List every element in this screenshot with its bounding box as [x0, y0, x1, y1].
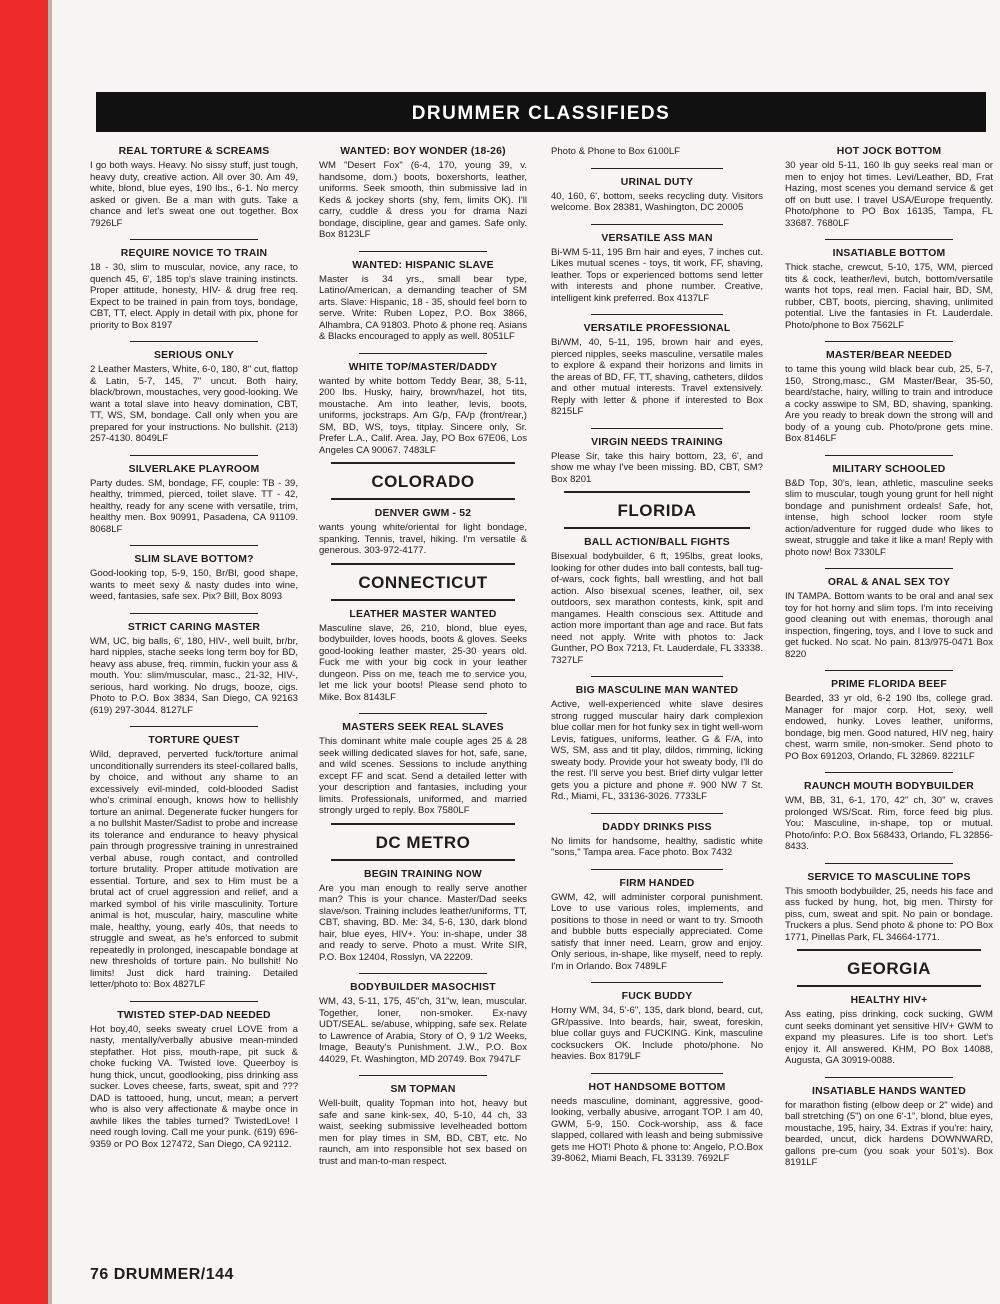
ad-title: SERIOUS ONLY — [154, 350, 234, 361]
classified-ad — [551, 991, 763, 1063]
region-heading: GEORGIA — [847, 959, 931, 978]
ad-separator — [825, 772, 954, 773]
ad-body: 40, 160, 6', bottom, seeks recycling duty. Visitors welcome. Box 28381, Washington, DC 20005 — [551, 190, 763, 213]
classified-ad — [551, 437, 763, 486]
classified-ad — [319, 260, 527, 343]
classified-ad — [319, 146, 527, 241]
classified-ad — [319, 362, 527, 457]
region-rule — [564, 491, 751, 493]
ad-title: SILVERLAKE PLAYROOM — [128, 463, 260, 475]
ad-body: Ass eating, piss drinking, cock sucking, GWM cunt seeks dominant yet sensitive HIV+ GWM to expand my pleasures. Life is too short. Let's enjoy it. All answered. KHM, PO Box 14088, Augusta, GA 30919-0088. — [785, 1009, 993, 1066]
ad-separator — [591, 428, 722, 429]
ad-separator — [825, 670, 954, 671]
region-rule — [331, 462, 514, 464]
ad-title: FUCK BUDDY — [621, 991, 693, 1002]
ad-title: STRICT CARING MASTER — [127, 621, 261, 633]
region-heading: COLORADO — [371, 472, 475, 491]
ad-title: SLIM SLAVE BOTTOM? — [134, 554, 254, 565]
ad-separator — [825, 341, 954, 342]
ad-body: Are you man enough to really serve another man? This is your chance. Master/Dad seeks slave/son. Training includes leather/uniforms, TT, CBT, shaving, BD. Me: 34, 5-6, 130, dark blond hair, blue eyes, HIV+. You: in-shape, under 38 and ready to serve. Photo a must. Write SIR, P.O. Box 12404, Rosslyn, VA 22209. — [319, 882, 527, 963]
ad-separator — [591, 314, 722, 315]
ad-title: INSATIABLE HANDS WANTED — [812, 1085, 966, 1097]
ad-separator — [130, 726, 259, 727]
ad-body: Hot boy,40, seeks sweaty cruel LOVE from a nasty, mentally/verbally abusive mean-minded stepfather. Hot piss, mouth-rape, pit suck & choke fucking VA. Twisted love. Queerboy is hung thick, uncut, goodlooking, piss drinking ass sucker. Loves cheese, farts, sweat, spit and ??? DAD is tattooed, hung, uncut, mean; a pervert who is also very affectionate & maybe once in awhile likes the tables turned? TwistedLove! I need rough loving. Call me your punk. (619) 696-9359 or PO Box 127472, San Diego, CA 92112. — [90, 1023, 298, 1150]
ad-separator — [591, 676, 722, 677]
ad-separator — [359, 251, 488, 252]
ad-body: This smooth bodybuilder, 25, needs his face and ass fucked by hung, hot, big men. Thirsty for piss, cum, sweat and spit. No pain or bondage. Truckers a plus. Send photo & phone to: PO Box 1771, Pinellas Park, FL 34664-1771. — [785, 885, 993, 943]
ad-separator — [591, 168, 722, 169]
classified-ad — [90, 1010, 298, 1151]
classified-ad — [551, 146, 763, 158]
column-2 — [319, 146, 527, 1167]
classified-ad — [785, 995, 993, 1067]
ad-body: WM, BB, 31, 6-1, 170, 42" ch, 30" w, craves prolonged WS/Scat. Rim, force feed big plus. You: Masculine, in-shape, top or mutual. Photo/info: P.O. Box 568433, Orlando, FL 32856-8433. — [785, 795, 993, 852]
classified-ad — [90, 350, 298, 445]
ad-separator — [591, 869, 722, 870]
ad-separator — [359, 353, 488, 354]
ad-separator — [591, 1073, 722, 1074]
ad-body: Horny WM, 34, 5'-6", 135, dark blond, beard, cut, GR/passive. Into beards, hair, sweat, foreskin, blue collar guys and FUCKING. Kink, masculine cocksuckers OK. Include photo/phone. No heavies. Box 8179LF — [551, 1005, 763, 1062]
region-rule — [564, 527, 751, 529]
ad-body: wants young white/oriental for light bondage, spanking. Tennis, travel, hiking. I'm versatile & generous. 303-972-4177. — [319, 522, 527, 556]
ad-body: Bisexual bodybuilder, 6 ft, 195lbs, great looks, looking for other dudes into ball contests, ball tug-of-wars, cock fights, ball wrestling, and hot ball action. Also bisexual scenes, leather, oil, sex outdoors, sex marathon contests, kink, spit and mangames. Health conscious sex. Attitude and action more important than age and race. But fats need not apply. Write with photos to: Jack Gunther, PO Box 7213, Ft. Lauderdale, FL 33338. 7327LF — [551, 551, 763, 666]
ad-body: IN TAMPA. Bottom wants to be oral and anal sex toy for hot horny and slim tops. I'm into receiving good cleaning out with enemas, thorough anal inspection, fingering, toys, and I love to suck and get fucked. No scat. No pain. 813/975-0471 Box 8220 — [785, 591, 993, 660]
ad-title: WANTED: BOY WONDER (18-26) — [340, 146, 506, 157]
column-3 — [551, 146, 763, 1165]
ad-title: DADDY DRINKS PISS — [602, 821, 712, 833]
classified-ad — [319, 982, 527, 1065]
ad-title: MILITARY SCHOOLED — [832, 463, 946, 475]
classified-ad — [785, 464, 993, 559]
ad-title: TWISTED STEP-DAD NEEDED — [117, 1009, 271, 1021]
page-edge-red — [0, 0, 48, 1304]
ad-title: FIRM HANDED — [619, 877, 695, 889]
region-rule — [331, 823, 514, 825]
region-rule — [331, 498, 514, 500]
classified-ad — [319, 609, 527, 704]
classified-ad — [319, 722, 527, 817]
ad-body: Masculine slave, 26, 210, blond, blue eyes, bodybuilder, loves hoods, boots & gloves. Seeks good-looking leather master, 25-30 years old. Fuck me with your big cock in your leather dungeon. Piss on me, teach me to service you, let me lick your boots! Please send photo to Mike. Box 8143LF — [319, 622, 527, 703]
ad-title: BEGIN TRAINING NOW — [364, 868, 482, 880]
classified-ad — [785, 1086, 993, 1169]
ad-title: TORTURE QUEST — [148, 735, 240, 746]
classified-ad — [90, 248, 298, 331]
ad-body: Active, well-experienced white slave desires strong rugged muscular hairy dark complexion blue collar men for hot funky sex in tight well-worn Levis, fatigues, uniforms, leather. G & F/A, into WS, SM, ass and tit play, dildos, rimming, licking sweaty body. Provide your hot sweaty body, I'll do the rest. I'll serve you best. Brief dirty vulgar letter gets you a picture and phone #. 900 NW 7 St. Rd., Miami, FL, 33136-3026. 7733LF — [551, 699, 763, 802]
region-heading: FLORIDA — [617, 501, 697, 520]
column-4 — [785, 146, 993, 1169]
ad-title: SM TOPMAN — [390, 1084, 456, 1095]
ad-body: wanted by white bottom Teddy Bear, 38, 5-11, 200 lbs. Husky, hairy, brown/hazel, hot tits, moustache. Am into leather, levis, boots, uniforms, jockstraps. Am G/p, FA/p (front/rear,) SM, BD, WS, toys, titplay. Sincere only, Sr. Prefer L.A., Calif. Area. Jay, PO Box 67E06, Los Angeles CA 90067. 7483LF — [319, 375, 527, 456]
ad-separator — [825, 1077, 954, 1078]
ad-title: HOT HANDSOME BOTTOM — [588, 1081, 726, 1093]
classified-ad — [90, 735, 298, 991]
ad-body: to tame this young wild black bear cub, 25, 5-7, 150, Strong,masc., GM Master/Bear, 35-50, beard/stache, hairy, willing to train and introduce a cocky asswipe to SM, BD, shaving, spanking. Are you ready to break down the strong will and body of a young cub. Photo/prone gets mine. Box 8146LF — [785, 364, 993, 444]
ad-body: 18 - 30, slim to muscular, novice, any race, to quench 45, 6', 185 top's slave training instincts. Proper attitude, honesty, HIV- & drug free req. Expect to be trained in pain from toys, bondage, CBT, TT, elect. Apply in detail with pix, phone for priority to Box 8197 — [90, 262, 298, 331]
ad-title: BIG MASCULINE MAN WANTED — [575, 685, 739, 696]
ad-title: ORAL & ANAL SEX TOY — [827, 577, 951, 588]
ad-title: WHITE TOP/MASTER/DADDY — [348, 361, 498, 373]
classified-ad — [319, 1084, 527, 1167]
classified-ad — [551, 233, 763, 305]
ad-body: Good-looking top, 5-9, 150, Br/Bl, good shape, wants to meet sexy & nasty dudes into wine, weed, fantasies, safe sex. Pix? Bill, Box 8093 — [90, 568, 298, 602]
ad-title: VERSATILE ASS MAN — [601, 232, 713, 244]
ad-body: Wild, depraved, perverted fuck/torture animal unconditionally surrenders its steel-collared balls, by choice, and without any shame to an excessively evil-minded, cold-blooded Sadist who's criminal enough, knows how to hellishly torture an animal. Degenerate fucker hungers for a no bullshit Master/Sadist to probe and increase its tolerance and endurance to heavy physical pain through progressive training in unrestrained verbal abuse, rough contact, and controlled torture brutality. Proper attitude motivation are essential. Torture, and sex to Him must be a brutal act of cruel aggression and relief, and a marked symbol of his virile masculinity. Torture animal is hot, muscular, hairy, masculine white male, healthy, young, early 40s, that needs to struggle and sweat, as he's enforced to submit repeatedly in prolonged, inescapable bondage at new thresholds of torture pain. No bullshit! No limits! Just dick hard training. Detailed letter/photo to: Box 4827LF — [90, 749, 299, 990]
region-rule — [797, 949, 980, 951]
ad-title: WANTED: HISPANIC SLAVE — [352, 259, 494, 271]
ad-title: DENVER GWM - 52 — [374, 508, 472, 519]
classified-ad — [785, 350, 993, 445]
classified-ad — [551, 685, 763, 803]
classified-ad — [785, 679, 993, 762]
ad-body: for marathon fisting (elbow deep or 2" wide) and ball stretching (5") on one 6'-1", blond, blue eyes, moustache, 195, hairy, 34. Extras if you're: hairy, bearded, uncut, dick hardens DOWNWARD, gallons pre-cum (you soak your 501's). Box 8191LF — [785, 1099, 993, 1168]
ad-body: Party dudes. SM, bondage, FF, couple: TB - 39, healthy, trimmed, pierced, toilet slave. TT - 42, healthy, ready for any scene with versatile, trim, healthy men. Box 90991, Pasadena, CA 91109. 8068LF — [90, 477, 298, 535]
ad-body: GWM, 42, will administer corporal punishment. Love to use various roles, implements, and positions to those in need or want to try. Smooth and bubble butts especially appreciated. Come satisfy that inner need. Learn, grow and enjoy. Only serious, in-shape, like myself, need to reply. I'm in Orlando. Box 7489LF — [551, 891, 763, 972]
ad-body: Thick stache, crewcut, 5-10, 175, WM, pierced tits & cock, leather/levi, butch, bottom/versatile wants hot tops, real men. Facial hair, BD, SM, rubber, CBT, boots, piercing, shaving, unlimited potential. Live the fantasies in Ft. Lauderdale. Photo/phone to Box 7562LF — [785, 262, 993, 331]
ad-title: RAUNCH MOUTH BODYBUILDER — [804, 781, 974, 792]
ad-title: REAL TORTURE & SCREAMS — [118, 146, 270, 157]
classified-ad — [551, 323, 763, 418]
ad-body: WM, UC, big balls, 6', 180, HIV-, well built, br/br, hard nipples, stache seeks long term boy for BD, heavy ass abuse, freq. rimmin, fuckin your ass & mouth. You: slim/muscular, masc., 21-32, HIV-, serious, hard working. No drugs, booze, cigs. Photo to P.O. Box 3834, San Diego, CA 92163 (619) 297-3044. 8127LF — [90, 635, 298, 716]
ad-title: REQUIRE NOVICE TO TRAIN — [120, 248, 268, 259]
ad-title: BODYBUILDER MASOCHIST — [350, 982, 496, 993]
ad-body: 30 year old 5-11, 160 lb guy seeks real man or men to enjoy hot times. Levi/Leather, BD, Frat Hazing, most scenes you demand service & get off on butt use. I travel USA/Europe frequently. Photo/phone to PO Box 16135, Tampa, FL 33687. 7680LF — [785, 160, 993, 229]
ad-body: needs masculine, dominant, aggressive, good-looking, verbally abusive, arrogant TOP. I am 40, GWM, 5-9, 150. Cock-worship, ass & face slapped, collared with leash and being submissive gets me HOT! Photo & phone to: Angelo, P.O.Box 39-8062, Miami Beach, FL 33139. 7692LF — [551, 1095, 763, 1164]
ad-title: INSATIABLE BOTTOM — [832, 248, 946, 259]
ad-body: No limits for handsome, healthy, sadistic white "sons," Tampa area. Face photo. Box 7432 — [551, 835, 763, 858]
ad-body: 2 Leather Masters, White, 6-0, 180, 8" cut, flattop & Latin, 5-7, 145, 7" uncut. Both hairy, black/brown, moustaches, very good-looking. We want a total slave into heavy domination, CBT, TT, WS, SM, bondage. Call only when you are prepared for your instructions. No bullshit. (213) 257-4130. 8049LF — [90, 364, 298, 444]
region-rule — [331, 599, 514, 601]
region-rule — [331, 859, 514, 861]
ad-separator — [359, 1075, 488, 1076]
section-header: DRUMMER CLASSIFIEDS — [96, 92, 986, 132]
ad-title: MASTERS SEEK REAL SLAVES — [342, 722, 504, 733]
ad-separator — [130, 341, 259, 342]
ad-body: I go both ways. Heavy. No sissy stuff, just tough, heavy duty, creative action. All over 30. Am 49, white, blond, blue eyes, 190 lbs., 6-1. No mercy asked or given. Be a man with guts. Take a chance and let's sweat one out together. Box 7926LF — [90, 160, 298, 229]
ad-body: Please Sir, take this hairy bottom, 23, 6', and show me whay I've been missing. BD, CBT, SM? Box 8201 — [551, 450, 763, 485]
ad-separator — [359, 713, 488, 714]
ad-separator — [591, 813, 722, 814]
classified-ad — [90, 554, 298, 603]
ad-separator — [130, 239, 259, 240]
ad-body: WM, 43, 5-11, 175, 45"ch, 31"w, lean, muscular. Together, loner, non-smoker. Ex-navy UDT/SEAL. se/abuse, whipping, safe sex. Relate to Lawrence of Arabia, Story of O, 9 1/2 Weeks, Image, Beauty's Punishment. J.W., P.O. Box 44029, Ft. Washington, MD 20749. Box 7947LF — [319, 996, 527, 1065]
ad-separator — [359, 973, 488, 974]
ad-title: LEATHER MASTER WANTED — [349, 608, 497, 620]
classified-ad — [785, 781, 993, 853]
region-heading: CONNECTICUT — [358, 572, 488, 592]
ad-body: Well-built, quality Topman into hot, heavy but safe and sane kink-sex, 40, 5-10, 44 ch, 33 waist, seeking submissive levelheaded bottom men for play times in SM, BD, CBT, etc. No raunch, am into responsible hot sex based on trust and man-to-man respect. — [319, 1098, 527, 1167]
classified-ad — [551, 878, 763, 973]
classified-ad — [90, 146, 298, 229]
ad-title: BALL ACTION/BALL FIGHTS — [584, 537, 730, 548]
ad-separator — [130, 545, 259, 546]
page-edge-shadow — [48, 0, 52, 1304]
classified-ad — [785, 577, 993, 660]
ad-body: Bearded, 33 yr old, 6-2 190 lbs, college grad. Manager for major corp. Hot, sexy, well endowed, hunky. Loves leather, uniforms, bondage, big men. Good natured, HIV neg, hairy chest, warm smile, non-smoker. Send photo to PO Box 691203, Orlando, FL 32869. 8221LF — [785, 693, 993, 762]
ad-title: VERSATILE PROFESSIONAL — [583, 323, 731, 334]
classified-ad — [551, 537, 763, 666]
classified-ad — [551, 177, 763, 214]
ad-body: Photo & Phone to Box 6100LF — [551, 146, 680, 157]
classified-ad — [785, 146, 993, 229]
classified-ad — [551, 1082, 763, 1165]
ad-title: HOT JOCK BOTTOM — [836, 146, 942, 157]
ad-title: SERVICE TO MASCULINE TOPS — [807, 871, 971, 883]
region-rule — [797, 985, 980, 987]
ad-separator — [825, 239, 954, 240]
region-rule — [331, 563, 514, 565]
ad-separator — [825, 568, 954, 569]
ad-separator — [825, 455, 954, 456]
classified-ad — [319, 869, 527, 964]
ad-separator — [825, 863, 954, 864]
column-1 — [90, 146, 298, 1150]
classified-ad — [90, 622, 298, 717]
classified-ad — [319, 508, 527, 557]
region-heading: DC METRO — [375, 832, 471, 852]
ad-body: This dominant white male couple ages 25 & 28 seek willing dedicated slaves for hot, safe, sane, and wild scenes. Sessions to include anything except FF and scat. Send a detailed letter with your description and fantasies, including your limits. Professionals, uniformed, and married strongly urged to reply. Box 7580LF — [319, 736, 527, 816]
ad-title: HEALTHY HIV+ — [850, 995, 928, 1006]
ad-separator — [130, 613, 259, 614]
ad-body: Bi-WM 5-11, 195 Brn hair and eyes, 7 inches cut. Likes mutual scenes - toys, tit work, FF, shaving, leather. Tops or experienced bottoms send letter with interests and phone number. Creative, intelligent kink preferred. Box 4137LF — [551, 246, 763, 304]
ad-title: PRIME FLORIDA BEEF — [831, 679, 947, 690]
ad-separator — [130, 455, 259, 456]
ad-body: Bi/WM, 40, 5-11, 195, brown hair and eyes, pierced nipples, seeks masculine, versatile males to explore & expand their horizons and limits in the areas of BD, FF, TT, shaving, catheters, dildos and other mutual interests. Travel extensively. Reply with letter & phone if interested to Box 8215LF — [551, 337, 763, 417]
ad-separator — [591, 224, 722, 225]
classified-ad — [551, 822, 763, 859]
ad-separator — [130, 1001, 259, 1002]
page-footer: 76 DRUMMER/144 — [90, 1266, 234, 1283]
ad-separator — [591, 982, 722, 983]
classified-ad — [785, 248, 993, 331]
ad-body: B&D Top, 30's, lean, athletic, masculine seeks slim to muscular, tough young grunt for hell night bondage and punishment ordeals! Safe, hot, intense, high school locker room style action/adventure for rugged dude who likes to sweat, struggle and take it like a man! Reply with photo now! Box 7330LF — [785, 477, 993, 558]
classified-ad — [90, 464, 298, 536]
classified-ad — [785, 872, 993, 944]
ad-title: VIRGIN NEEDS TRAINING — [591, 436, 723, 448]
ad-body: WM "Desert Fox" (6-4, 170, young 39, v. handsome, dom.) boots, boxershorts, leather, uniforms. Seek smooth, thin submissive lad in Keds & jockey shorts (shy, fem, limits OK). I'll carry, cuddle & dress you for drama Nazi bondage, discipline, gear and games. Safe only. Box 8123LF — [319, 160, 527, 240]
ad-body: Master is 34 yrs., small bear type, Latino/American, a demanding teacher of SM arts. Slave: Hispanic, 18 - 35, should feel born to serve. Write: Ruben Lopez, P.O. Box 3866, Alhambra, CA 91803. Photo & phone req. Asians & Blacks encouraged to apply as well. 8051LF — [319, 273, 527, 342]
ad-title: URINAL DUTY — [620, 176, 694, 188]
ad-title: MASTER/BEAR NEEDED — [826, 350, 952, 361]
